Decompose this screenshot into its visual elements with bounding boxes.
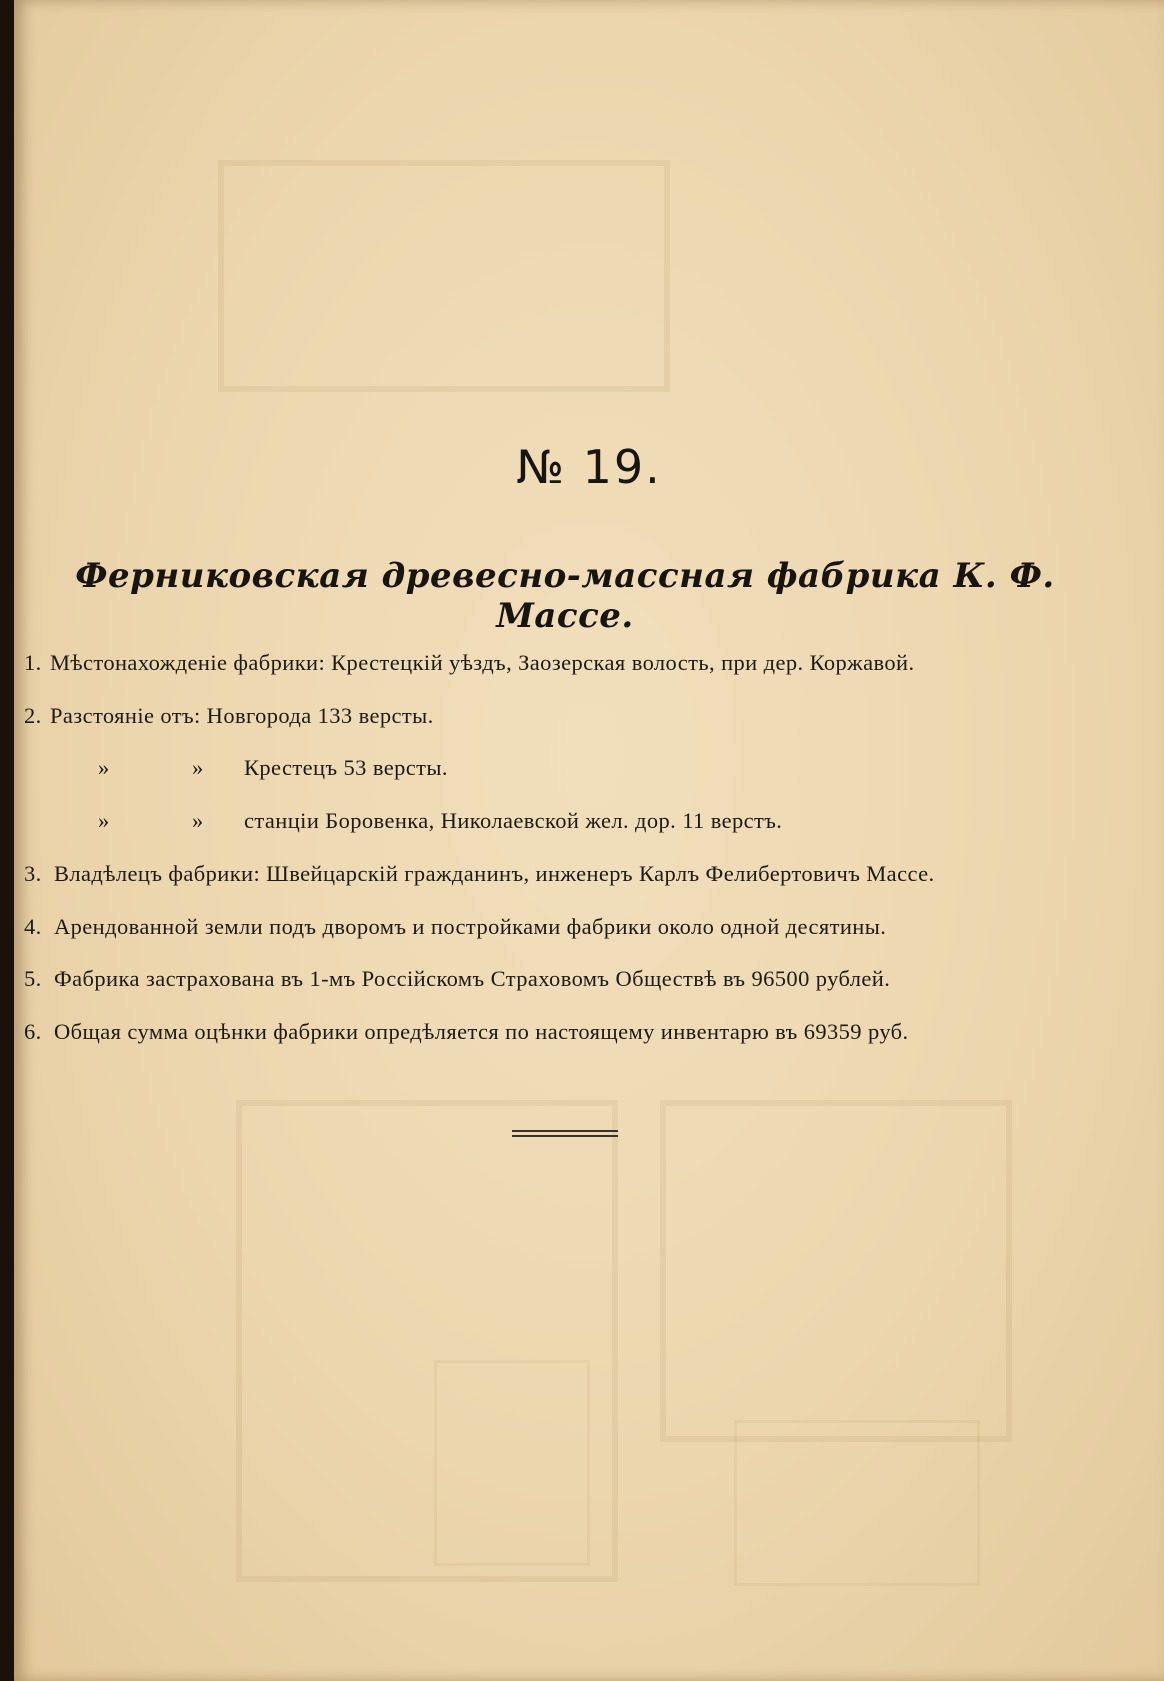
item-number: 4. (24, 914, 42, 939)
bleed-through-plan-inner-right (734, 1420, 980, 1586)
ditto-mark: » (98, 755, 110, 780)
page (14, 0, 1164, 1681)
item-text: Разстояніе отъ: Новгорода 133 версты. (50, 703, 434, 728)
item-number: 3. (24, 861, 42, 886)
item-text: Фабрика застрахована въ 1-мъ Россійскомъ Страховомъ Обществѣ въ 96500 рублей. (54, 966, 891, 991)
bleed-through-frame-top (218, 160, 670, 392)
item-number: 5. (24, 966, 42, 991)
item-text: станціи Боровенка, Николаевской жел. дор. 11 верстъ. (244, 808, 783, 833)
page-number-heading: № 19. (516, 440, 662, 494)
end-rule-top (512, 1130, 618, 1132)
item-text: Мѣстонахожденіе фабрики: Крестецкій уѣздъ, Заозерская волость, при дер. Коржавой. (50, 650, 915, 675)
bleed-through-plan-right (660, 1100, 1012, 1442)
item-text: Крестецъ 53 версты. (244, 755, 448, 780)
end-rule-bottom (512, 1135, 618, 1137)
item-number: 6. (24, 1019, 42, 1044)
ditto-mark: » (192, 755, 204, 780)
item-text: Арендованной земли подъ дворомъ и постройками фабрики около одной десятины. (54, 914, 887, 939)
item-number: 1. (24, 650, 42, 675)
factory-title: Ферниковская древесно-массная фабрика К. Ф. Массе. (75, 556, 1055, 636)
item-text: Владѣлецъ фабрики: Швейцарскій гражданинъ, инженеръ Карлъ Фелибертовичъ Массе. (54, 861, 935, 886)
bleed-through-plan-inner (434, 1360, 590, 1566)
item-text: Общая сумма оцѣнки фабрики опредѣляется по настоящему инвентарю въ 69359 руб. (54, 1019, 909, 1044)
ditto-mark: » (98, 808, 110, 833)
ditto-mark: » (192, 808, 204, 833)
item-number: 2. (24, 703, 42, 728)
